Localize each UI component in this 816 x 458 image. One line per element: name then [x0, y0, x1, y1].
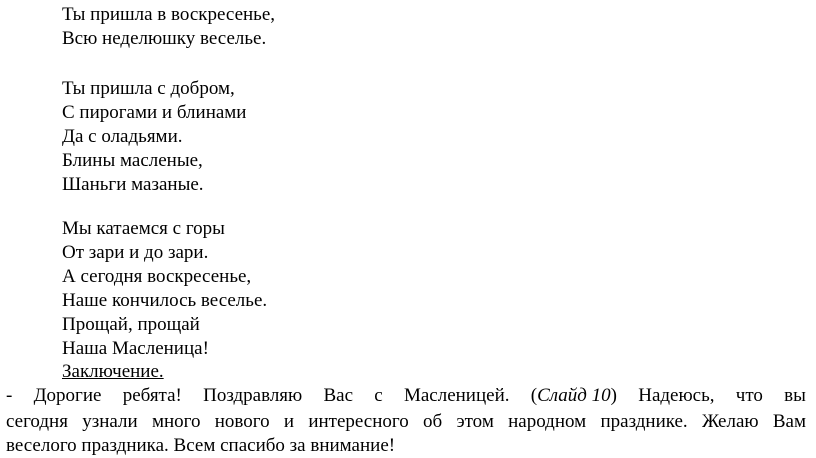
- word: вы: [784, 385, 806, 406]
- poem-line: Наше кончилось веселье.: [62, 290, 268, 311]
- poem-line: Ты пришла в воскресенье,: [62, 4, 276, 25]
- word: и: [283, 411, 295, 432]
- word: много: [151, 411, 201, 432]
- word: Масленицей.: [403, 385, 510, 406]
- conclusion-line-3: веселого праздника. Всем спасибо за внимание!: [6, 435, 396, 456]
- poem-line: Мы катаемся с горы: [62, 218, 225, 239]
- word: Желаю: [701, 411, 759, 432]
- word: -: [6, 385, 13, 406]
- word: этом: [456, 411, 494, 432]
- word: празднике.: [600, 411, 688, 432]
- word: нового: [214, 411, 270, 432]
- poem-line: А сегодня воскресенье,: [62, 266, 252, 287]
- word: Дорогие: [33, 385, 102, 406]
- word: об: [423, 411, 443, 432]
- word: ребята!: [122, 385, 182, 406]
- poem-line: Всю неделюшку веселье.: [62, 28, 267, 49]
- word: народном: [508, 411, 587, 432]
- word: узнали: [82, 411, 138, 432]
- conclusion-heading: Заключение.: [62, 361, 164, 382]
- poem-line: Блины масленые,: [62, 150, 203, 171]
- poem-line: Прощай, прощай: [62, 314, 200, 335]
- word: Вас: [323, 385, 354, 406]
- conclusion-line-1: [6, 385, 806, 407]
- poem-line: Шаньги мазаные.: [62, 174, 204, 195]
- poem-line: Ты пришла с добром,: [62, 78, 235, 99]
- word: Вам: [772, 411, 806, 432]
- word: с: [374, 385, 383, 406]
- poem-line: От зари и до зари.: [62, 242, 209, 263]
- conclusion-line-2: [6, 411, 806, 433]
- word: интересного: [308, 411, 409, 432]
- word: Надеюсь,: [638, 385, 715, 406]
- slide-label: Слайд 10: [537, 385, 611, 406]
- word: сегодня: [6, 411, 68, 432]
- poem-line: Наша Масленица!: [62, 338, 209, 359]
- word: что: [735, 385, 763, 406]
- poem-line: С пирогами и блинами: [62, 102, 247, 123]
- word: Поздравляю: [203, 385, 303, 406]
- slide-reference: (Слайд 10): [530, 385, 617, 406]
- poem-line: Да с оладьями.: [62, 126, 183, 147]
